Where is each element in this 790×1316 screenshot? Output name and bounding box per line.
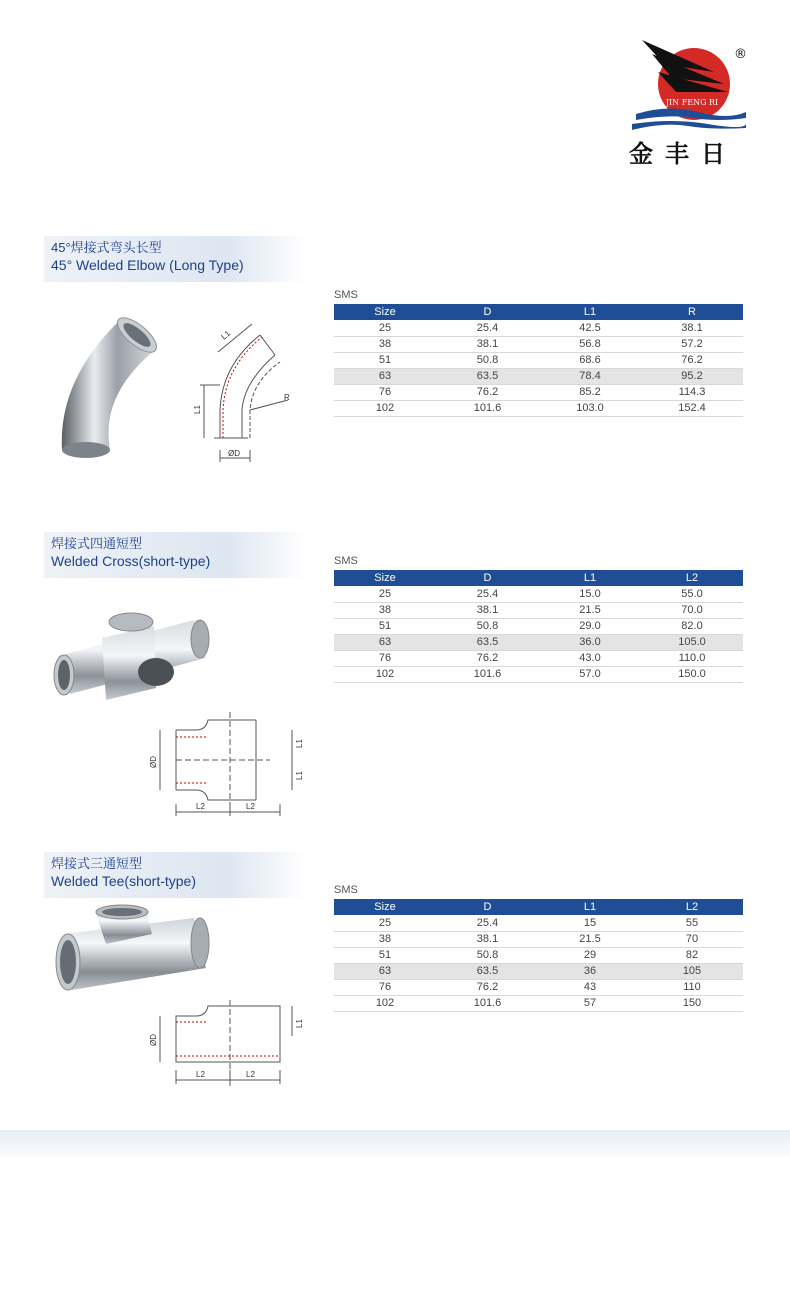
table-cell: 38 bbox=[334, 336, 436, 352]
table-row bbox=[334, 995, 743, 1011]
table-cell: 21.5 bbox=[539, 602, 641, 618]
table-label-cross: SMS bbox=[334, 555, 358, 567]
table-cell: 101.6 bbox=[436, 400, 539, 416]
elbow-l1-side-label: L1 bbox=[193, 405, 202, 414]
table-cell: 102 bbox=[334, 666, 436, 682]
section-title-en: Welded Cross(short-type) bbox=[51, 553, 211, 569]
table-cell: 150 bbox=[641, 995, 743, 1011]
table-cell: 103.0 bbox=[539, 400, 641, 416]
table-cell: 57.0 bbox=[539, 666, 641, 682]
table-header-row bbox=[334, 304, 743, 320]
tee-l2-a-label: L2 bbox=[196, 1070, 205, 1079]
table-cell: 63.5 bbox=[436, 368, 539, 384]
table-row bbox=[334, 650, 743, 666]
column-header: L2 bbox=[641, 570, 743, 586]
section-tee-header bbox=[44, 852, 306, 898]
table-cell: 50.8 bbox=[436, 352, 539, 368]
table-cell: 76 bbox=[334, 384, 436, 400]
section-title-en: Welded Tee(short-type) bbox=[51, 873, 196, 889]
table-cell: 152.4 bbox=[641, 400, 743, 416]
table-row bbox=[334, 368, 743, 384]
table-row bbox=[334, 384, 743, 400]
table-cell: 50.8 bbox=[436, 618, 539, 634]
cross-drawing bbox=[146, 712, 316, 822]
table-row bbox=[334, 602, 743, 618]
section-title-cn: 焊接式三通短型 bbox=[51, 856, 143, 871]
column-header: Size bbox=[334, 899, 436, 915]
section-cross-header bbox=[44, 532, 306, 578]
table-cell: 76.2 bbox=[436, 650, 539, 666]
table-row bbox=[334, 336, 743, 352]
table-cell: 85.2 bbox=[539, 384, 641, 400]
table-cell: 25.4 bbox=[436, 915, 539, 931]
elbow-d-label: ØD bbox=[228, 449, 240, 458]
logo-emblem-icon bbox=[628, 38, 748, 134]
table-cell: 50.8 bbox=[436, 947, 539, 963]
table-row bbox=[334, 915, 743, 931]
table-cell: 25 bbox=[334, 915, 436, 931]
table-cell: 105 bbox=[641, 963, 743, 979]
table-cell: 55.0 bbox=[641, 586, 743, 602]
table-cell: 76 bbox=[334, 650, 436, 666]
table-cell: 38 bbox=[334, 931, 436, 947]
tee-drawing bbox=[146, 1000, 316, 1090]
table-cell: 38 bbox=[334, 602, 436, 618]
table-cell: 56.8 bbox=[539, 336, 641, 352]
cross-d-label: ØD bbox=[149, 756, 158, 768]
table-cell: 63 bbox=[334, 368, 436, 384]
table-row bbox=[334, 618, 743, 634]
table-cell: 38.1 bbox=[436, 931, 539, 947]
column-header: D bbox=[436, 304, 539, 320]
table-cell: 25.4 bbox=[436, 586, 539, 602]
table-cell: 82.0 bbox=[641, 618, 743, 634]
table-cell: 42.5 bbox=[539, 320, 641, 336]
table-cell: 51 bbox=[334, 352, 436, 368]
table-label-elbow: SMS bbox=[334, 289, 358, 301]
table-header-row bbox=[334, 570, 743, 586]
elbow-photo bbox=[40, 300, 170, 470]
cross-spec-table bbox=[334, 570, 743, 683]
table-cell: 38.1 bbox=[641, 320, 743, 336]
table-row bbox=[334, 400, 743, 416]
table-cell: 15.0 bbox=[539, 586, 641, 602]
cross-photo bbox=[44, 598, 214, 718]
table-cell: 78.4 bbox=[539, 368, 641, 384]
table-cell: 70 bbox=[641, 931, 743, 947]
column-header: R bbox=[641, 304, 743, 320]
table-row bbox=[334, 352, 743, 368]
column-header: Size bbox=[334, 304, 436, 320]
table-cell: 63.5 bbox=[436, 963, 539, 979]
table-cell: 76.2 bbox=[641, 352, 743, 368]
table-cell: 105.0 bbox=[641, 634, 743, 650]
table-cell: 63 bbox=[334, 634, 436, 650]
column-header: D bbox=[436, 899, 539, 915]
section-title-cn: 45°焊接式弯头长型 bbox=[51, 240, 162, 255]
table-cell: 82 bbox=[641, 947, 743, 963]
table-cell: 70.0 bbox=[641, 602, 743, 618]
column-header: L1 bbox=[539, 304, 641, 320]
table-cell: 25 bbox=[334, 320, 436, 336]
table-cell: 29 bbox=[539, 947, 641, 963]
table-row bbox=[334, 634, 743, 650]
cross-l2-a-label: L2 bbox=[196, 802, 205, 811]
section-title-cn: 焊接式四通短型 bbox=[51, 536, 143, 551]
elbow-l1-top-label: L1 bbox=[219, 328, 233, 342]
table-cell: 15 bbox=[539, 915, 641, 931]
logo-latin-text: JIN FENG RI bbox=[665, 98, 719, 107]
tee-l1-label: L1 bbox=[295, 1019, 304, 1028]
brand-logo bbox=[628, 38, 748, 168]
column-header: D bbox=[436, 570, 539, 586]
tee-photo bbox=[44, 904, 214, 1004]
table-cell: 102 bbox=[334, 995, 436, 1011]
table-cell: 25.4 bbox=[436, 320, 539, 336]
table-row bbox=[334, 666, 743, 682]
cross-l2-b-label: L2 bbox=[246, 802, 255, 811]
table-cell: 21.5 bbox=[539, 931, 641, 947]
table-row bbox=[334, 586, 743, 602]
elbow-drawing bbox=[190, 310, 310, 470]
elbow-spec-table bbox=[334, 304, 743, 417]
table-cell: 51 bbox=[334, 618, 436, 634]
table-cell: 76.2 bbox=[436, 979, 539, 995]
table-cell: 101.6 bbox=[436, 995, 539, 1011]
table-row bbox=[334, 931, 743, 947]
table-cell: 68.6 bbox=[539, 352, 641, 368]
table-cell: 25 bbox=[334, 586, 436, 602]
footer-band bbox=[0, 1130, 790, 1160]
table-cell: 63.5 bbox=[436, 634, 539, 650]
table-cell: 38.1 bbox=[436, 602, 539, 618]
table-cell: 76.2 bbox=[436, 384, 539, 400]
elbow-r-label: R bbox=[284, 393, 290, 402]
tee-spec-table bbox=[334, 899, 743, 1012]
table-cell: 51 bbox=[334, 947, 436, 963]
column-header: L1 bbox=[539, 570, 641, 586]
tee-l2-b-label: L2 bbox=[246, 1070, 255, 1079]
table-cell: 110.0 bbox=[641, 650, 743, 666]
section-elbow-header bbox=[44, 236, 306, 282]
column-header: L1 bbox=[539, 899, 641, 915]
table-cell: 95.2 bbox=[641, 368, 743, 384]
table-cell: 110 bbox=[641, 979, 743, 995]
table-cell: 36 bbox=[539, 963, 641, 979]
table-cell: 114.3 bbox=[641, 384, 743, 400]
table-row bbox=[334, 320, 743, 336]
table-row bbox=[334, 963, 743, 979]
table-label-tee: SMS bbox=[334, 884, 358, 896]
cross-l1-b-label: L1 bbox=[295, 771, 304, 780]
table-cell: 101.6 bbox=[436, 666, 539, 682]
column-header: Size bbox=[334, 570, 436, 586]
table-row bbox=[334, 979, 743, 995]
cross-l1-a-label: L1 bbox=[295, 739, 304, 748]
table-row bbox=[334, 947, 743, 963]
table-header-row bbox=[334, 899, 743, 915]
tee-d-label: ØD bbox=[149, 1034, 158, 1046]
section-title-en: 45° Welded Elbow (Long Type) bbox=[51, 257, 244, 273]
table-cell: 76 bbox=[334, 979, 436, 995]
brand-name-cn: 金丰日 bbox=[629, 139, 737, 168]
table-cell: 63 bbox=[334, 963, 436, 979]
table-cell: 29.0 bbox=[539, 618, 641, 634]
table-cell: 43.0 bbox=[539, 650, 641, 666]
table-cell: 57 bbox=[539, 995, 641, 1011]
table-cell: 43 bbox=[539, 979, 641, 995]
registered-mark: ® bbox=[734, 47, 747, 62]
table-cell: 102 bbox=[334, 400, 436, 416]
column-header: L2 bbox=[641, 899, 743, 915]
table-cell: 55 bbox=[641, 915, 743, 931]
table-cell: 38.1 bbox=[436, 336, 539, 352]
table-cell: 150.0 bbox=[641, 666, 743, 682]
table-cell: 36.0 bbox=[539, 634, 641, 650]
table-cell: 57.2 bbox=[641, 336, 743, 352]
